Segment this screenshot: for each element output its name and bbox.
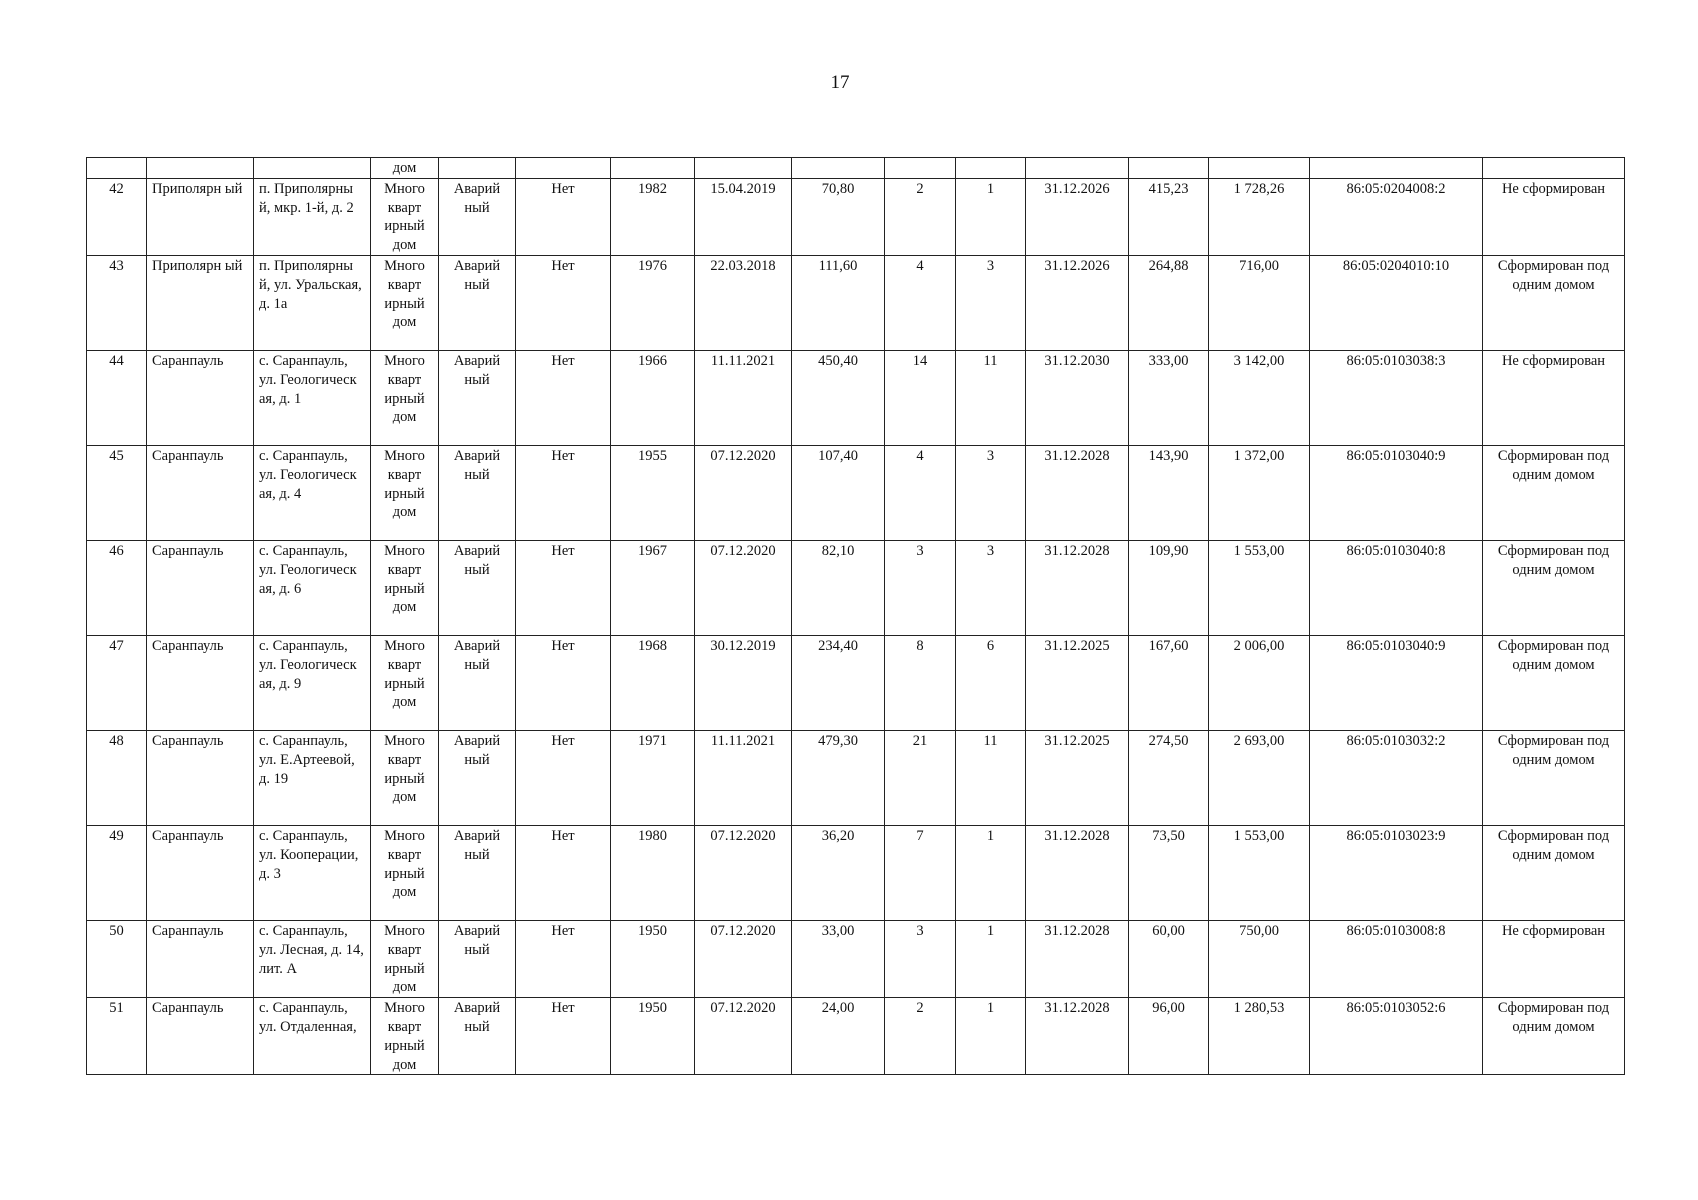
cell-cadastral: 86:05:0103032:2	[1310, 730, 1483, 825]
cell-date: 30.12.2019	[695, 635, 792, 730]
cell-deadline: 31.12.2028	[1026, 825, 1129, 920]
cell-cadastral: 86:05:0103040:9	[1310, 445, 1483, 540]
cell-settlement: Саранпауль	[147, 920, 254, 997]
cell-type: Много кварт ирный дом	[371, 178, 439, 255]
cell-flag: Нет	[516, 540, 611, 635]
cell-address: с. Саранпауль, ул. Отдаленная,	[254, 998, 371, 1075]
cell-n1: 4	[885, 445, 956, 540]
cell-no: 47	[87, 635, 147, 730]
cell-n1: 7	[885, 825, 956, 920]
cell-status: Аварий ный	[439, 920, 516, 997]
cell-date: 07.12.2020	[695, 445, 792, 540]
cell-type: дом	[371, 158, 439, 179]
cell-settlement: Саранпауль	[147, 998, 254, 1075]
cell-year: 1968	[611, 635, 695, 730]
table-row	[87, 255, 1625, 350]
cell-settlement: Приполярн ый	[147, 255, 254, 350]
cell-n1: 8	[885, 635, 956, 730]
cell-v2: 1 553,00	[1209, 825, 1310, 920]
cell-land: Сформирован под одним домом	[1483, 255, 1625, 350]
cell-area: 479,30	[792, 730, 885, 825]
cell-address: с. Саранпауль, ул. Геологическ ая, д. 1	[254, 350, 371, 445]
cell-type: Много кварт ирный дом	[371, 635, 439, 730]
cell-date: 07.12.2020	[695, 825, 792, 920]
cell-status: Аварий ный	[439, 730, 516, 825]
cell-area	[792, 158, 885, 179]
cell-date: 07.12.2020	[695, 540, 792, 635]
cell-address: п. Приполярны й, мкр. 1-й, д. 2	[254, 178, 371, 255]
table-row	[87, 920, 1625, 997]
cell-area: 234,40	[792, 635, 885, 730]
cell-flag: Нет	[516, 255, 611, 350]
cell-date: 22.03.2018	[695, 255, 792, 350]
cell-land: Сформирован под одним домом	[1483, 825, 1625, 920]
cell-land: Сформирован под одним домом	[1483, 730, 1625, 825]
cell-v1: 73,50	[1129, 825, 1209, 920]
cell-n1: 3	[885, 920, 956, 997]
cell-status: Аварий ный	[439, 445, 516, 540]
cell-cadastral: 86:05:0204010:10	[1310, 255, 1483, 350]
cell-deadline	[1026, 158, 1129, 179]
cell-n2	[956, 158, 1026, 179]
cell-year: 1971	[611, 730, 695, 825]
cell-settlement: Саранпауль	[147, 825, 254, 920]
cell-deadline: 31.12.2026	[1026, 178, 1129, 255]
cell-land: Не сформирован	[1483, 350, 1625, 445]
table-row	[87, 445, 1625, 540]
cell-deadline: 31.12.2025	[1026, 635, 1129, 730]
cell-no: 50	[87, 920, 147, 997]
table-row	[87, 178, 1625, 255]
table-row	[87, 730, 1625, 825]
cell-n2: 3	[956, 540, 1026, 635]
cell-deadline: 31.12.2028	[1026, 445, 1129, 540]
cell-n1	[885, 158, 956, 179]
cell-v2	[1209, 158, 1310, 179]
cell-n2: 6	[956, 635, 1026, 730]
cell-no: 46	[87, 540, 147, 635]
cell-land: Сформирован под одним домом	[1483, 540, 1625, 635]
cell-area: 33,00	[792, 920, 885, 997]
cell-land: Сформирован под одним домом	[1483, 635, 1625, 730]
cell-year: 1967	[611, 540, 695, 635]
table-body	[87, 158, 1625, 1075]
cell-year	[611, 158, 695, 179]
table-row	[87, 825, 1625, 920]
cell-v2: 1 728,26	[1209, 178, 1310, 255]
table-row	[87, 998, 1625, 1075]
cell-no	[87, 158, 147, 179]
cell-address: с. Саранпауль, ул. Лесная, д. 14, лит. А	[254, 920, 371, 997]
cell-year: 1980	[611, 825, 695, 920]
cell-n2: 1	[956, 825, 1026, 920]
cell-v1: 167,60	[1129, 635, 1209, 730]
cell-no: 44	[87, 350, 147, 445]
cell-type: Много кварт ирный дом	[371, 998, 439, 1075]
cell-no: 48	[87, 730, 147, 825]
cell-n1: 3	[885, 540, 956, 635]
cell-n1: 4	[885, 255, 956, 350]
cell-land: Не сформирован	[1483, 920, 1625, 997]
cell-address: с. Саранпауль, ул. Кооперации, д. 3	[254, 825, 371, 920]
cell-n2: 11	[956, 350, 1026, 445]
cell-settlement	[147, 158, 254, 179]
cell-no: 51	[87, 998, 147, 1075]
cell-no: 42	[87, 178, 147, 255]
cell-address: с. Саранпауль, ул. Геологическ ая, д. 4	[254, 445, 371, 540]
cell-deadline: 31.12.2028	[1026, 998, 1129, 1075]
cell-v1: 415,23	[1129, 178, 1209, 255]
cell-year: 1955	[611, 445, 695, 540]
cell-deadline: 31.12.2025	[1026, 730, 1129, 825]
cell-area: 36,20	[792, 825, 885, 920]
cell-land: Сформирован под одним домом	[1483, 445, 1625, 540]
cell-n2: 1	[956, 998, 1026, 1075]
cell-v2: 2 006,00	[1209, 635, 1310, 730]
cell-settlement: Саранпауль	[147, 730, 254, 825]
cell-flag: Нет	[516, 350, 611, 445]
cell-v2: 3 142,00	[1209, 350, 1310, 445]
cell-flag: Нет	[516, 445, 611, 540]
cell-type: Много кварт ирный дом	[371, 920, 439, 997]
cell-year: 1950	[611, 920, 695, 997]
table-row	[87, 350, 1625, 445]
cell-address: с. Саранпауль, ул. Е.Артеевой, д. 19	[254, 730, 371, 825]
cell-n2: 1	[956, 920, 1026, 997]
cell-v1	[1129, 158, 1209, 179]
cell-type: Много кварт ирный дом	[371, 540, 439, 635]
cell-v2: 1 372,00	[1209, 445, 1310, 540]
cell-n2: 3	[956, 255, 1026, 350]
cell-year: 1950	[611, 998, 695, 1075]
cell-land: Не сформирован	[1483, 178, 1625, 255]
cell-cadastral: 86:05:0204008:2	[1310, 178, 1483, 255]
cell-n1: 14	[885, 350, 956, 445]
cell-settlement: Приполярн ый	[147, 178, 254, 255]
cell-settlement: Саранпауль	[147, 540, 254, 635]
cell-date: 11.11.2021	[695, 350, 792, 445]
cell-deadline: 31.12.2028	[1026, 540, 1129, 635]
cell-area: 70,80	[792, 178, 885, 255]
cell-area: 107,40	[792, 445, 885, 540]
cell-no: 49	[87, 825, 147, 920]
cell-type: Много кварт ирный дом	[371, 255, 439, 350]
cell-area: 111,60	[792, 255, 885, 350]
table-row	[87, 635, 1625, 730]
cell-address: с. Саранпауль, ул. Геологическ ая, д. 9	[254, 635, 371, 730]
cell-land: Сформирован под одним домом	[1483, 998, 1625, 1075]
cell-date	[695, 158, 792, 179]
cell-land	[1483, 158, 1625, 179]
cell-flag: Нет	[516, 178, 611, 255]
cell-v2: 1 280,53	[1209, 998, 1310, 1075]
cell-v1: 143,90	[1129, 445, 1209, 540]
cell-type: Много кварт ирный дом	[371, 350, 439, 445]
cell-v1: 109,90	[1129, 540, 1209, 635]
cell-date: 11.11.2021	[695, 730, 792, 825]
cell-year: 1966	[611, 350, 695, 445]
cell-date: 07.12.2020	[695, 998, 792, 1075]
cell-v2: 2 693,00	[1209, 730, 1310, 825]
cell-flag: Нет	[516, 730, 611, 825]
cell-status: Аварий ный	[439, 540, 516, 635]
cell-year: 1982	[611, 178, 695, 255]
cell-flag	[516, 158, 611, 179]
cell-cadastral: 86:05:0103008:8	[1310, 920, 1483, 997]
cell-cadastral: 86:05:0103023:9	[1310, 825, 1483, 920]
cell-n1: 21	[885, 730, 956, 825]
cell-status: Аварий ный	[439, 635, 516, 730]
cell-flag: Нет	[516, 998, 611, 1075]
cell-cadastral: 86:05:0103052:6	[1310, 998, 1483, 1075]
cell-n1: 2	[885, 998, 956, 1075]
table-row-continuation	[87, 158, 1625, 179]
cell-area: 24,00	[792, 998, 885, 1075]
cell-flag: Нет	[516, 635, 611, 730]
cell-cadastral: 86:05:0103038:3	[1310, 350, 1483, 445]
cell-v1: 60,00	[1129, 920, 1209, 997]
cell-v2: 1 553,00	[1209, 540, 1310, 635]
housing-registry-table	[86, 157, 1625, 1075]
cell-address	[254, 158, 371, 179]
cell-settlement: Саранпауль	[147, 350, 254, 445]
cell-cadastral: 86:05:0103040:9	[1310, 635, 1483, 730]
cell-area: 450,40	[792, 350, 885, 445]
cell-deadline: 31.12.2028	[1026, 920, 1129, 997]
cell-v1: 333,00	[1129, 350, 1209, 445]
cell-v1: 264,88	[1129, 255, 1209, 350]
cell-date: 15.04.2019	[695, 178, 792, 255]
cell-status: Аварий ный	[439, 255, 516, 350]
cell-n2: 11	[956, 730, 1026, 825]
cell-cadastral: 86:05:0103040:8	[1310, 540, 1483, 635]
cell-type: Много кварт ирный дом	[371, 445, 439, 540]
cell-no: 45	[87, 445, 147, 540]
cell-address: п. Приполярны й, ул. Уральская, д. 1а	[254, 255, 371, 350]
cell-status: Аварий ный	[439, 825, 516, 920]
cell-address: с. Саранпауль, ул. Геологическ ая, д. 6	[254, 540, 371, 635]
cell-flag: Нет	[516, 920, 611, 997]
cell-area: 82,10	[792, 540, 885, 635]
cell-v2: 716,00	[1209, 255, 1310, 350]
cell-n2: 1	[956, 178, 1026, 255]
cell-settlement: Саранпауль	[147, 635, 254, 730]
cell-deadline: 31.12.2026	[1026, 255, 1129, 350]
cell-status: Аварий ный	[439, 350, 516, 445]
cell-v2: 750,00	[1209, 920, 1310, 997]
cell-n2: 3	[956, 445, 1026, 540]
cell-year: 1976	[611, 255, 695, 350]
cell-no: 43	[87, 255, 147, 350]
cell-settlement: Саранпауль	[147, 445, 254, 540]
cell-flag: Нет	[516, 825, 611, 920]
cell-status: Аварий ный	[439, 998, 516, 1075]
cell-status: Аварий ный	[439, 178, 516, 255]
cell-cadastral	[1310, 158, 1483, 179]
table-row	[87, 540, 1625, 635]
cell-status	[439, 158, 516, 179]
cell-deadline: 31.12.2030	[1026, 350, 1129, 445]
cell-n1: 2	[885, 178, 956, 255]
cell-v1: 274,50	[1129, 730, 1209, 825]
cell-type: Много кварт ирный дом	[371, 825, 439, 920]
cell-v1: 96,00	[1129, 998, 1209, 1075]
cell-date: 07.12.2020	[695, 920, 792, 997]
cell-type: Много кварт ирный дом	[371, 730, 439, 825]
page-number: 17	[830, 72, 850, 93]
